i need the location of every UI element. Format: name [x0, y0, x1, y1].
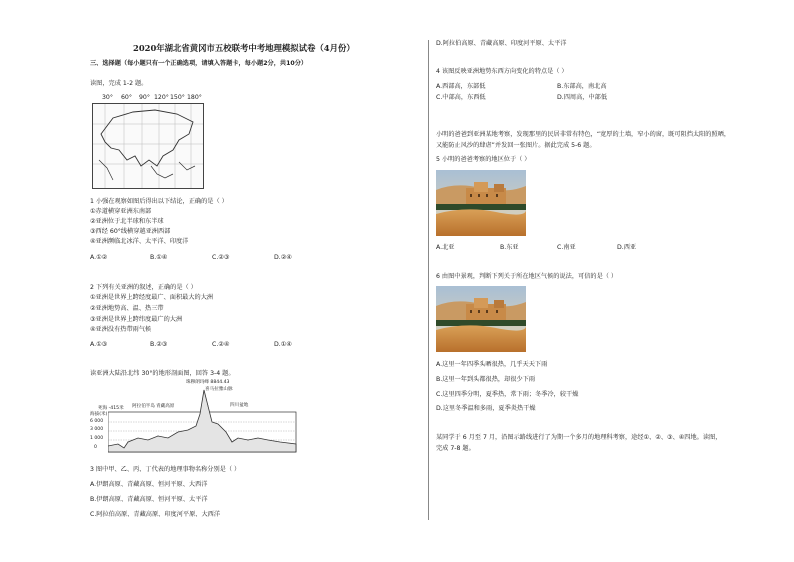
q3-option-c[interactable]: C.阿拉伯高原、青藏高原、印度河平原、大西洋 — [90, 511, 221, 518]
desert-dwelling-photo — [436, 286, 526, 352]
intro-q7-8-line2: 完成 7-8 题。 — [436, 445, 475, 452]
q1-option-b[interactable]: B.①④ — [150, 254, 168, 261]
q4-stem: 4 该图反映亚洲地势东西方向变化的特点是（ ） — [436, 68, 568, 75]
lon-label: 180° — [187, 94, 202, 101]
q4-option-b[interactable]: B.东部高，南北高 — [557, 83, 607, 90]
profile-label: 死海 -415米 — [98, 406, 124, 411]
q2-item: ④亚洲没有热带雨气候 — [90, 326, 152, 333]
lon-label: 60° — [121, 94, 132, 101]
intro-q3-4: 读亚洲大陆沿北纬 30°的地形剖面图，回答 3-4 题。 — [90, 370, 235, 377]
q2-item: ②亚洲地势高、温、热三带 — [90, 305, 164, 312]
lon-label: 120° — [154, 94, 169, 101]
intro-q1-2: 读图，完成 1-2 题。 — [90, 80, 148, 87]
profile-axis-tick: 3 000 — [90, 427, 104, 432]
q2-option-a[interactable]: A.①③ — [90, 341, 108, 348]
profile-label: 四川盆地 — [230, 403, 249, 408]
q1-item: ①赤道横穿亚洲东南部 — [90, 208, 152, 215]
profile-label: 珠穆朗玛峰 8844.43 — [186, 380, 230, 385]
intro-q5-6-line2: 又能防止风沙的肆虐”并发回一张图片。据此完成 5-6 题。 — [436, 142, 596, 149]
q4-option-a[interactable]: A.西部高，东部低 — [436, 83, 486, 90]
asia-outline-map — [92, 103, 204, 189]
q2-option-c[interactable]: C.②④ — [212, 341, 230, 348]
q2-option-b[interactable]: B.②③ — [150, 341, 168, 348]
q3-option-b[interactable]: B.伊朗高原、青藏高原、恒河平原、太平洋 — [90, 496, 208, 503]
q1-item: ④亚洲濒临北冰洋、太平洋、印度洋 — [90, 238, 189, 245]
q1-item: ②亚洲位于北半球和东半球 — [90, 218, 164, 225]
profile-graphic — [108, 382, 298, 454]
profile-axis-title: 海拔(米) — [90, 412, 108, 417]
q6-option-c[interactable]: C.这里四季分明，夏季热，常下雨；冬季冷，较干燥 — [436, 391, 579, 398]
q5-stem: 5 小明的爸爸考察的地区位于（ ） — [436, 156, 531, 163]
q5-option-d[interactable]: D.西亚 — [617, 244, 637, 251]
lon-label: 90° — [139, 94, 150, 101]
q1-option-d[interactable]: D.②④ — [274, 254, 292, 261]
q2-stem: 2 下列有关亚洲的叙述，正确的是（ ） — [90, 284, 197, 291]
exam-title: 2020年湖北省黄冈市五校联考中考地理模拟试卷（4月份） — [133, 43, 355, 53]
q1-stem: 1 小强在观察如图后得出以下结论，正确的是（ ） — [90, 198, 228, 205]
q5-option-a[interactable]: A.北亚 — [436, 244, 455, 251]
lon-label: 30° — [102, 94, 113, 101]
intro-q5-6-line1: 小明的爸爸到亚洲某地考察，发现那里的民居非常有特色，“宽厚的土墙，窄小的窗，既可阻挡太阳的照晒， — [436, 131, 731, 138]
q6-stem: 6 由图中景观，判断下列关于所在地区气候的说法，可信的是（ ） — [436, 273, 618, 280]
q2-option-d[interactable]: D.①④ — [274, 341, 292, 348]
q1-option-a[interactable]: A.①② — [90, 254, 108, 261]
profile-label: 阿拉伯半岛 — [132, 404, 155, 409]
section-heading: 三、选择题（每小题只有一个正确选项，请填入答题卡，每小题2分，共10分） — [90, 60, 308, 67]
column-divider — [428, 40, 429, 520]
q5-option-b[interactable]: B.东亚 — [500, 244, 519, 251]
desert-dwelling-photo — [436, 170, 526, 236]
profile-axis-tick: 6 000 — [90, 419, 104, 424]
q5-option-c[interactable]: C.南亚 — [557, 244, 576, 251]
q3-stem: 3 图中甲、乙、丙、丁代表的地理事物名称分别是（ ） — [90, 466, 241, 473]
q1-item: ③西经 60°线横穿越亚洲西部 — [90, 228, 171, 235]
profile-label: 青藏高原 — [156, 404, 175, 409]
q3-option-d[interactable]: D.阿拉伯高原、青藏高原、印度河平原、太平洋 — [436, 40, 567, 47]
profile-axis-tick: 1 000 — [90, 436, 104, 441]
q1-option-c[interactable]: C.②③ — [212, 254, 230, 261]
lon-label: 150° — [170, 94, 185, 101]
q6-option-d[interactable]: D.这里冬季温和多雨，夏季炎热干燥 — [436, 405, 536, 412]
q3-option-a[interactable]: A.伊朗高原、青藏高原、恒河平原、大西洋 — [90, 481, 208, 488]
q6-option-a[interactable]: A.这里一年四季头晒很热，几乎天天下雨 — [436, 361, 548, 368]
q2-item: ①亚洲是世界上跨经度最广、面积最大的大洲 — [90, 294, 214, 301]
q4-option-d[interactable]: D.四周高，中部低 — [557, 94, 608, 101]
profile-label: 喜马拉雅山脉 — [205, 387, 233, 392]
profile-axis-tick: 0 — [94, 445, 97, 450]
q4-option-c[interactable]: C.中部高，东西低 — [436, 94, 486, 101]
q2-item: ③亚洲是世界上跨纬度最广的大洲 — [90, 316, 183, 323]
q6-option-b[interactable]: B.这里一年到头都很热，却很少下雨 — [436, 376, 536, 383]
intro-q7-8-line1: 某同学于 6 月至 7 月，沿图示路线进行了为期一个多月的地理科考察，途经①、②、③、④四地。读图， — [436, 434, 722, 441]
